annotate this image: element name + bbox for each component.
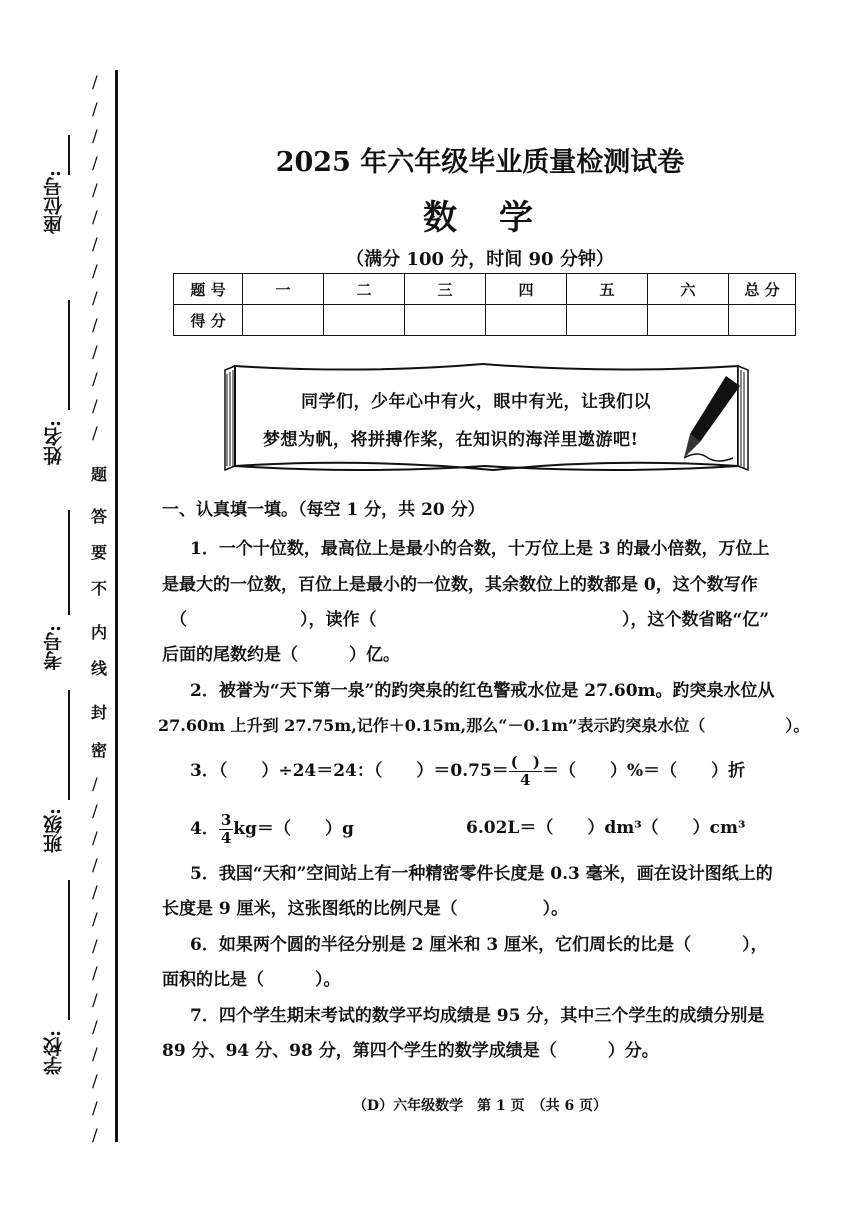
binding-slash: / xyxy=(92,1045,98,1065)
fold-char: 封 xyxy=(91,703,108,722)
page-footer: （D）六年级数学 第 1 页 （共 6 页） xyxy=(352,1098,608,1114)
exam-no-rule xyxy=(68,510,70,615)
table-cell: 四 xyxy=(486,274,567,305)
q3-part-a: 3．（ ）÷24＝24：（ ）＝0.75＝ xyxy=(190,760,509,781)
q3-part-b: ＝（ ）%＝（ ）折 xyxy=(542,760,746,781)
table-cell: 题 号 xyxy=(174,274,243,305)
q1-line-3b: ），读作（ xyxy=(300,610,377,630)
binding-slash: / xyxy=(92,1072,98,1092)
score-table xyxy=(173,273,796,336)
binding-slash: / xyxy=(92,73,98,93)
score-cell[interactable] xyxy=(405,305,486,336)
class-label: 班级: xyxy=(43,808,65,854)
q1-line-1: 1．一个十位数，最高位上是最小的合数，十万位上是 3 的最小倍数，万位上 xyxy=(190,539,770,559)
q4-part-a: 4． xyxy=(190,818,219,839)
binding-slash: / xyxy=(92,1018,98,1038)
binding-slash: / xyxy=(92,424,98,444)
score-cell[interactable] xyxy=(324,305,405,336)
table-cell: 六 xyxy=(648,274,729,305)
binding-slash: / xyxy=(92,991,98,1011)
exam-note: （满分 100 分，时间 90 分钟） xyxy=(346,249,614,270)
motto-line-2: 梦想为帆，将拼搏作桨，在知识的海洋里遨游吧! xyxy=(263,430,639,450)
binding-slash: / xyxy=(92,883,98,903)
subject-title: 数 学 xyxy=(423,198,537,238)
exam-no-label: 考号: xyxy=(43,625,65,671)
table-cell: 一 xyxy=(243,274,324,305)
seat-label: 座位号: xyxy=(43,170,65,235)
binding-slash: / xyxy=(92,1099,98,1119)
score-table-score-row xyxy=(174,305,796,336)
binding-slash: / xyxy=(92,937,98,957)
binding-slash: / xyxy=(92,856,98,876)
school-rule xyxy=(68,880,70,1020)
name-label: 姓名: xyxy=(43,420,65,466)
score-cell[interactable] xyxy=(729,305,796,336)
binding-slash: / xyxy=(92,397,98,417)
binding-slash: / xyxy=(92,829,98,849)
q7-line-1: 7．四个学生期末考试的数学平均成绩是 95 分，其中三个学生的成绩分别是 xyxy=(190,1006,765,1026)
q4-part-c: 6.02L＝（ ）dm³（ ）cm³ xyxy=(466,818,746,838)
binding-slash: / xyxy=(92,775,98,795)
q2-line-1: 2．被誉为“天下第一泉”的趵突泉的红色警戒水位是 27.60m。趵突泉水位从 xyxy=(190,681,775,701)
q1-line-3a: （ xyxy=(170,610,187,630)
q4-fraction xyxy=(219,812,233,846)
section-title: 一、认真填一填。（每空 1 分，共 20 分） xyxy=(162,500,485,520)
binding-slash: / xyxy=(92,127,98,147)
class-rule xyxy=(68,690,70,800)
q6-line-1: 6．如果两个圆的半径分别是 2 厘米和 3 厘米，它们周长的比是（ ）， xyxy=(190,935,768,955)
q4-fraction-num: 3 xyxy=(220,811,232,829)
q1-line-3c: ），这个数省略“亿” xyxy=(622,610,770,630)
binding-slash: / xyxy=(92,316,98,336)
fold-char: 不 xyxy=(91,579,108,598)
q1-line-2: 是最大的一位数，百位上是最小的一位数，其余数位上的数都是 0，这个数写作 xyxy=(162,575,758,595)
score-cell[interactable] xyxy=(243,305,324,336)
open-book-icon xyxy=(223,362,750,474)
q2-line-2: 27.60m 上升到 27.75m,记作＋0.15m,那么“－0.1m”表示趵突泉水位（ ）。 xyxy=(158,716,810,735)
score-cell[interactable] xyxy=(567,305,648,336)
fold-char: 内 xyxy=(91,623,108,642)
table-cell: 五 xyxy=(567,274,648,305)
binding-slash: / xyxy=(92,964,98,984)
name-rule xyxy=(68,300,70,410)
binding-slash: / xyxy=(92,100,98,120)
score-cell[interactable] xyxy=(486,305,567,336)
q4-part-b: kg＝（ ）g xyxy=(233,818,354,839)
q3-fraction xyxy=(509,754,542,788)
score-cell[interactable] xyxy=(648,305,729,336)
score-table-header-row xyxy=(174,274,796,305)
q7-line-2: 89 分、94 分、98 分，第四个学生的数学成绩是（ ）分。 xyxy=(162,1041,659,1061)
binding-slash: / xyxy=(92,802,98,822)
q5-line-1: 5．我国“天和”空间站上有一种精密零件长度是 0.3 毫米，画在设计图纸上的 xyxy=(190,864,773,884)
table-cell: 得 分 xyxy=(174,305,243,336)
fold-char: 密 xyxy=(91,741,108,760)
binding-slash: / xyxy=(92,235,98,255)
binding-slash: / xyxy=(92,181,98,201)
q1-line-4: 后面的尾数约是（ ）亿。 xyxy=(162,645,400,665)
binding-slash: / xyxy=(92,370,98,390)
table-cell: 二 xyxy=(324,274,405,305)
fold-char: 要 xyxy=(91,543,108,562)
fountain-pen-icon xyxy=(678,372,748,467)
binding-slash: / xyxy=(92,910,98,930)
q4-fraction-den: 4 xyxy=(220,828,232,847)
school-label: 学校: xyxy=(43,1030,65,1076)
motto-line-1: 同学们，少年心中有火，眼中有光，让我们以 xyxy=(301,392,651,412)
q3 xyxy=(190,754,745,788)
binding-slash: / xyxy=(92,154,98,174)
q5-line-2: 长度是 9 厘米，这张图纸的比例尺是（ ）。 xyxy=(162,899,569,919)
binding-slash: / xyxy=(92,289,98,309)
fold-char: 答 xyxy=(91,507,108,526)
fold-char: 线 xyxy=(91,659,108,678)
exam-title: 2025 年六年级毕业质量检测试卷 xyxy=(275,147,685,178)
binding-slash: / xyxy=(92,208,98,228)
table-cell: 三 xyxy=(405,274,486,305)
q3-fraction-num: ( ) xyxy=(510,753,540,771)
fold-char: 题 xyxy=(91,465,108,484)
q6-line-2: 面积的比是（ ）。 xyxy=(162,970,341,990)
binding-slash: / xyxy=(92,262,98,282)
q3-fraction-den: 4 xyxy=(520,770,531,789)
motto-banner xyxy=(223,362,750,474)
binding-slash: / xyxy=(92,343,98,363)
q4 xyxy=(190,812,354,846)
binding-slash: / xyxy=(92,1126,98,1146)
table-cell: 总 分 xyxy=(729,274,796,305)
